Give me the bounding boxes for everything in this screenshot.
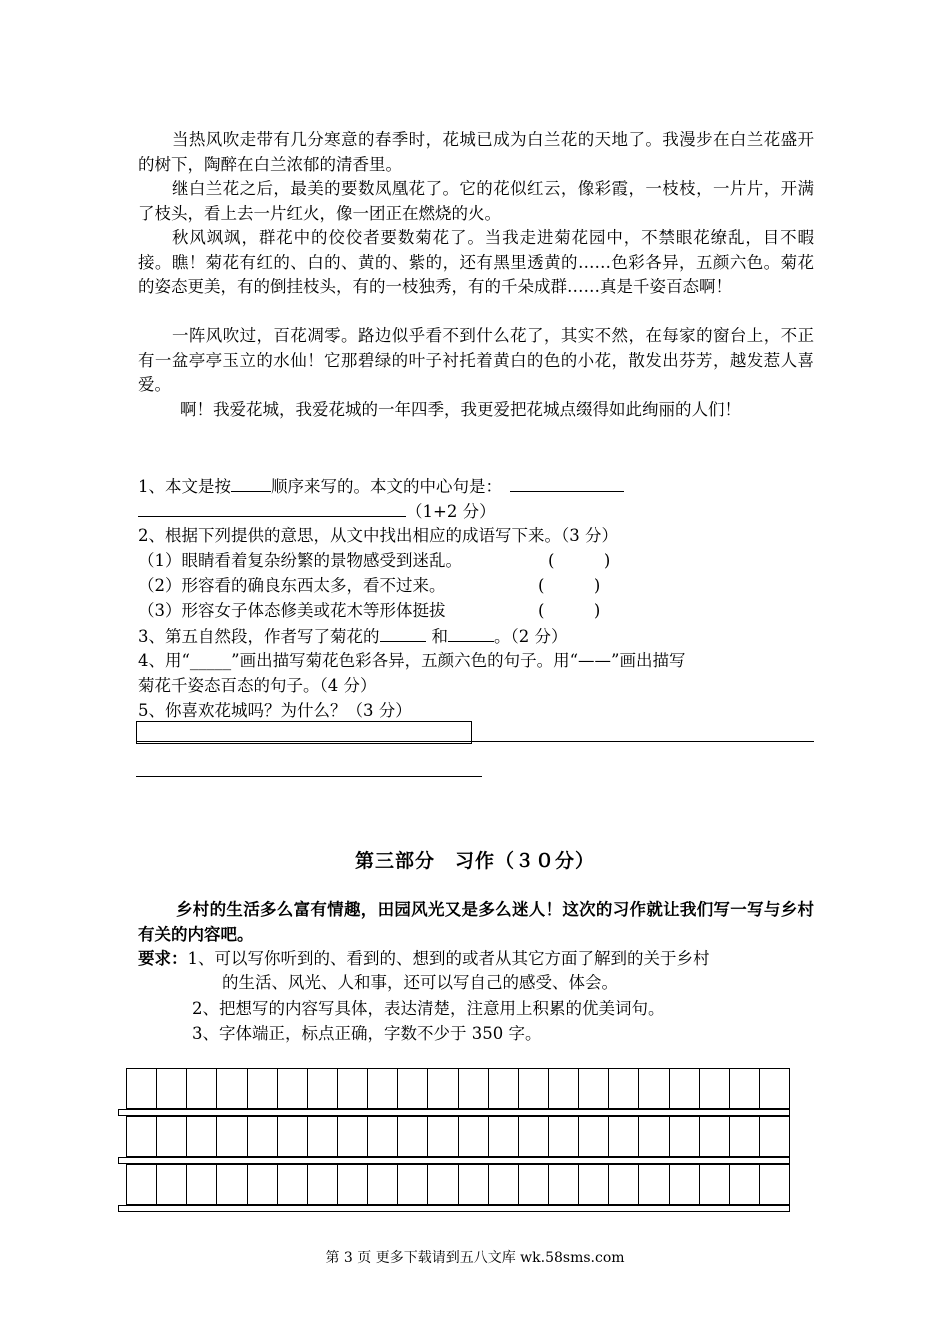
requirement-1 (138, 947, 710, 971)
grid-cell[interactable] (579, 1165, 609, 1204)
grid-cell[interactable] (368, 1165, 398, 1204)
grid-cell[interactable] (609, 1069, 639, 1108)
grid-cell[interactable] (217, 1069, 247, 1108)
grid-cell[interactable] (398, 1117, 428, 1156)
grid-cell[interactable] (730, 1069, 760, 1108)
answer-blank-aspect-2[interactable] (448, 624, 494, 642)
requirement-2: 2、把想写的内容写具体，表达清楚，注意用上积累的优美词句。 (192, 999, 665, 1018)
grid-cell[interactable] (248, 1165, 278, 1204)
grid-cell[interactable] (187, 1165, 217, 1204)
grid-cell[interactable] (639, 1165, 669, 1204)
grid-cell[interactable] (670, 1165, 700, 1204)
answer-paren-1[interactable]: ( ) (548, 551, 611, 570)
requirement-label: 要求： (138, 949, 188, 968)
writing-grid-row-2[interactable] (126, 1116, 790, 1157)
question-2-item-3 (138, 599, 601, 623)
question-3-part-c: 。（2 分） (494, 627, 568, 646)
grid-cell[interactable] (127, 1069, 157, 1108)
grid-cell[interactable] (217, 1165, 247, 1204)
grid-cell[interactable] (127, 1165, 157, 1204)
question-3-part-b: 和 (431, 627, 448, 646)
grid-cell[interactable] (428, 1117, 458, 1156)
question-2-item-3-text: （3）形容女子体态修美或花木等形体挺拔 (138, 601, 446, 620)
passage-paragraph-4: 一阵风吹过，百花凋零。路边似乎看不到什么花了，其实不然，在每家的窗台上，不正有一盆亭亭玉立的水仙！它那碧绿的叶子衬托着黄白的色的小花，散发出芬芳，越发惹人喜爱。 (138, 326, 814, 395)
passage-paragraph-1: 当热风吹走带有几分寒意的春季时，花城已成为白兰花的天地了。我漫步在白兰花盛开的树下，陶醉在白兰浓郁的清香里。 (138, 130, 814, 174)
grid-cell[interactable] (760, 1117, 789, 1156)
grid-cell[interactable] (609, 1117, 639, 1156)
grid-cell[interactable] (338, 1117, 368, 1156)
passage-paragraph-5: 啊！我爱花城，我爱花城的一年四季，我更爱把花城点缀得如此绚丽的人们！ (180, 400, 741, 419)
requirement-1-cont: 的生活、风光、人和事，还可以写自己的感受、体会。 (222, 973, 618, 992)
question-2-item-2 (138, 574, 601, 598)
grid-cell[interactable] (639, 1069, 669, 1108)
grid-separator (118, 1109, 790, 1116)
question-1-line-2 (138, 499, 496, 524)
requirement-1-text: 1、可以写你听到的、看到的、想到的或者从其它方面了解到的关于乡村 (187, 949, 710, 968)
grid-cell[interactable] (760, 1069, 789, 1108)
grid-cell[interactable] (278, 1069, 308, 1108)
grid-cell[interactable] (639, 1117, 669, 1156)
question-1 (138, 474, 624, 499)
grid-cell[interactable] (489, 1165, 519, 1204)
grid-cell[interactable] (519, 1069, 549, 1108)
grid-cell[interactable] (700, 1165, 730, 1204)
question-1-score: （1+2 分） (406, 502, 496, 521)
grid-cell[interactable] (368, 1117, 398, 1156)
grid-cell[interactable] (579, 1069, 609, 1108)
requirement-3: 3、字体端正，标点正确，字数不少于 350 字。 (192, 1024, 542, 1043)
grid-cell[interactable] (730, 1117, 760, 1156)
grid-cell[interactable] (549, 1165, 579, 1204)
passage-paragraph-2: 继白兰花之后，最美的要数凤凰花了。它的花似红云，像彩霞，一枝枝，一片片，开满了枝头，看上去一片红火，像一团正在燃烧的火。 (138, 179, 814, 223)
grid-cell[interactable] (519, 1165, 549, 1204)
grid-cell[interactable] (760, 1165, 789, 1204)
question-2-item-1-text: （1）眼睛看着复杂纷繁的景物感受到迷乱。 (138, 551, 462, 570)
grid-cell[interactable] (609, 1165, 639, 1204)
grid-cell[interactable] (428, 1069, 458, 1108)
grid-cell[interactable] (428, 1165, 458, 1204)
grid-separator (118, 1157, 790, 1164)
grid-cell[interactable] (308, 1069, 338, 1108)
grid-cell[interactable] (187, 1117, 217, 1156)
grid-cell[interactable] (730, 1165, 760, 1204)
grid-cell[interactable] (248, 1069, 278, 1108)
writing-grid-row-3[interactable] (126, 1164, 790, 1205)
answer-paren-3[interactable]: ( ) (538, 601, 601, 620)
grid-cell[interactable] (278, 1117, 308, 1156)
question-3-part-a: 3、第五自然段，作者写了菊花的 (138, 627, 380, 646)
grid-separator (118, 1205, 790, 1212)
question-1-part-a: 1、本文是按 (138, 477, 231, 496)
question-3 (138, 624, 568, 649)
grid-cell[interactable] (157, 1165, 187, 1204)
writing-grid-row-1[interactable] (126, 1068, 790, 1109)
grid-cell[interactable] (338, 1165, 368, 1204)
grid-cell[interactable] (670, 1069, 700, 1108)
grid-cell[interactable] (398, 1069, 428, 1108)
grid-cell[interactable] (278, 1165, 308, 1204)
answer-paren-2[interactable]: ( ) (538, 576, 601, 595)
grid-cell[interactable] (157, 1117, 187, 1156)
grid-cell[interactable] (700, 1117, 730, 1156)
grid-cell[interactable] (127, 1117, 157, 1156)
question-2-item-1 (138, 549, 611, 573)
question-2-item-2-text: （2）形容看的确良东西太多，看不过来。 (138, 576, 446, 595)
answer-blank-central-sentence[interactable] (510, 474, 624, 492)
grid-cell[interactable] (248, 1117, 278, 1156)
grid-cell[interactable] (459, 1117, 489, 1156)
grid-cell[interactable] (368, 1069, 398, 1108)
grid-cell[interactable] (700, 1069, 730, 1108)
grid-cell[interactable] (308, 1117, 338, 1156)
passage-paragraph-3: 秋风飒飒，群花中的佼佼者要数菊花了。当我走进菊花园中，不禁眼花缭乱，目不暇接。瞧！菊花有红的、白的、黄的、紫的，还有黑里透黄的……色彩各异，五颜六色。菊花的姿态更美，有的倒挂枝头，有的一枝独秀，有的千朵成群……真是千姿百态啊！ (138, 228, 814, 297)
composition-prompt: 乡村的生活多么富有情趣，田园风光又是多么迷人！这次的习作就让我们写一写与乡村有关的内容吧。 (138, 900, 814, 944)
grid-cell[interactable] (670, 1117, 700, 1156)
grid-cell[interactable] (489, 1117, 519, 1156)
grid-cell[interactable] (549, 1069, 579, 1108)
grid-cell[interactable] (338, 1069, 368, 1108)
grid-cell[interactable] (579, 1117, 609, 1156)
question-4-line-2: 菊花千姿态百态的句子。（4 分） (138, 676, 377, 695)
grid-cell[interactable] (217, 1117, 247, 1156)
answer-line-1 (136, 741, 814, 742)
answer-blank-central-sentence-2[interactable] (138, 499, 406, 517)
answer-line-2 (136, 776, 482, 777)
grid-cell[interactable] (157, 1069, 187, 1108)
grid-cell[interactable] (187, 1069, 217, 1108)
answer-blank-aspect-1[interactable] (380, 624, 426, 642)
question-1-part-b: 顺序来写的。本文的中心句是： (271, 477, 502, 496)
section-title: 第三部分 习作（３０分） (354, 850, 595, 872)
grid-cell[interactable] (519, 1117, 549, 1156)
grid-cell[interactable] (398, 1165, 428, 1204)
grid-cell[interactable] (308, 1165, 338, 1204)
question-4-line-1: 4、用“_____”画出描写菊花色彩各异，五颜六色的句子。用“——”画出描写 (138, 651, 686, 670)
grid-cell[interactable] (459, 1069, 489, 1108)
grid-cell[interactable] (489, 1069, 519, 1108)
page-footer: 第 3 页 更多下载请到五八文库 wk.58sms.com (325, 1250, 625, 1266)
question-2: 2、根据下列提供的意思，从文中找出相应的成语写下来。（3 分） (138, 526, 618, 545)
answer-blank-order[interactable] (231, 474, 271, 492)
grid-cell[interactable] (459, 1165, 489, 1204)
question-5: 5、你喜欢花城吗？为什么？（3 分） (138, 701, 412, 720)
grid-cell[interactable] (549, 1117, 579, 1156)
